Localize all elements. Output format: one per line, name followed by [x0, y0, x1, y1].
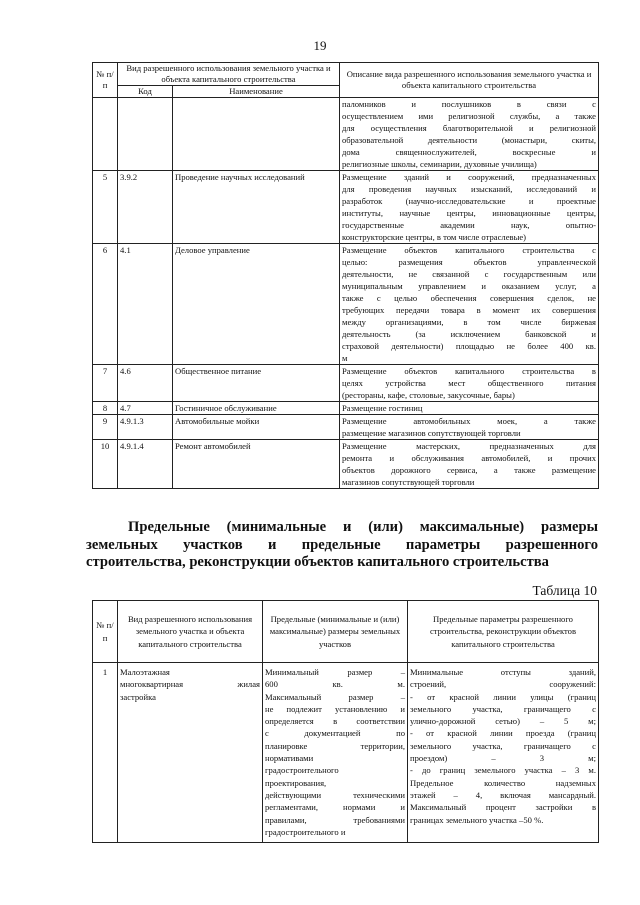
text-line: для проведения научных изысканий, исследований и — [342, 184, 596, 194]
text-line: Размещение мастерских, предназначенных для — [342, 441, 596, 451]
cell-code: 4.9.1.4 — [118, 440, 173, 489]
text-line: Минимальный размер – — [265, 667, 405, 677]
text-line: страховой деятельности) площадью не более 400 кв. — [342, 341, 596, 351]
header-num: № п/п — [93, 63, 118, 98]
text-line: дома священнослужителей, воскресные и — [342, 147, 596, 157]
cell-name: Проведение научных исследований — [173, 171, 340, 244]
text-line: Предельное количество надземных — [410, 777, 596, 788]
text-line: м — [342, 353, 348, 363]
text-line: нормативами — [265, 753, 314, 764]
text-line: многоквартирная жилая — [120, 679, 260, 690]
text-line: (рестораны, кафе, столовые, закусочные, бары) — [342, 390, 515, 400]
text-line: также с целью обеспечения совершения сделок, не — [342, 293, 596, 303]
empty-cell — [173, 98, 340, 171]
cell-num: 5 — [93, 171, 118, 244]
text-line: Размещение объектов капитального строительства с — [342, 245, 596, 255]
heading-line-1: Предельные (минимальные и (или) максимальные) размеры — [128, 519, 598, 535]
cell-num: 8 — [93, 402, 118, 415]
table-row — [93, 98, 599, 171]
table-row — [93, 402, 599, 415]
cell-description — [340, 244, 599, 365]
cell-description — [340, 365, 599, 402]
text-line: муниципальным управлением и оказанием услуг, а — [342, 281, 596, 291]
text-line: размещение магазинов сопутствующей торговли — [342, 428, 521, 438]
cell-description — [340, 440, 599, 489]
header-desc: Описание вида разрешенного использования земельного участка и объекта капитального строительства — [340, 63, 599, 98]
header-params: Предельные параметры разрешенного строительства, реконструкции объектов капитального строительства — [408, 601, 599, 663]
text-line: объектов дорожного сервиса, а также размещение — [342, 465, 596, 475]
text-line: для осуществления благотворительной и религиозной — [342, 123, 596, 133]
header-vid: Вид разрешенного использования земельного участка и объекта капитального строительства — [118, 601, 263, 663]
text-line: требующих передачи товара в момент их совершения — [342, 305, 596, 315]
text-line: Минимальные отступы зданий, — [410, 667, 596, 677]
text-line: проектирования, — [265, 777, 327, 788]
text-line: проездом) – 3 м; — [410, 753, 596, 764]
cell-code: 4.1 — [118, 244, 173, 365]
cell-code: 4.6 — [118, 365, 173, 402]
cell-sizes — [263, 663, 408, 843]
text-line: с документацией по — [265, 728, 405, 739]
header-code: Код — [118, 86, 173, 98]
text-line: регламентами, нормами и — [265, 802, 405, 813]
text-line: государственные академии наук, опытно- — [342, 220, 596, 230]
cell-num: 1 — [93, 663, 118, 843]
text-line: целях устройства мест общественного питания — [342, 378, 596, 388]
text-line: градостроительного — [265, 765, 339, 776]
table-row — [93, 171, 599, 244]
text-line: земельного участка, граничащего с — [410, 740, 596, 751]
text-line: деятельность (за исключением банковской и — [342, 329, 596, 339]
text-line: Размещение зданий и сооружений, предназначенных — [342, 172, 596, 182]
heading-line-2: земельных участков и предельные параметры разрешенного — [86, 536, 598, 553]
table-row — [93, 415, 599, 440]
empty-cell — [118, 98, 173, 171]
header-sizes: Предельные (минимальные и (или) максимальные) размеры земельных участков — [263, 601, 408, 663]
text-line: Максимальный размер – — [265, 691, 405, 702]
header-vid: Вид разрешенного использования земельного участка и объекта капитального строительства — [118, 63, 340, 86]
text-line: институты, научные центры, инновационные центры, — [342, 208, 596, 218]
limit-parameters-table — [92, 600, 599, 843]
text-line: между организациями, в том числе биржевая — [342, 317, 596, 327]
section-heading — [86, 519, 598, 572]
text-line: Размещение автомобильных моек, а также — [342, 416, 596, 426]
text-line: определяется в соответствии — [265, 716, 405, 727]
text-line: осуществлением ими религиозной службы, а также — [342, 111, 596, 121]
text-line: паломников и послушников в связи с — [342, 99, 596, 109]
cell-num: 6 — [93, 244, 118, 365]
cell-code: 3.9.2 — [118, 171, 173, 244]
cell-num: 9 — [93, 415, 118, 440]
heading-line-3: строительства, реконструкции объектов капитального строительства — [86, 554, 549, 570]
cell-num: 10 — [93, 440, 118, 489]
text-line: деятельности, не связанной с государственным или — [342, 269, 596, 279]
page-number: 19 — [313, 38, 327, 53]
cell-name: Гостиничное обслуживание — [173, 402, 340, 415]
text-line: Размещение объектов капитального строительства в — [342, 366, 596, 376]
text-line: Размещение гостиниц — [342, 403, 423, 413]
cell-name: Автомобильные мойки — [173, 415, 340, 440]
text-line: - от красной линии проезда (границ — [410, 728, 596, 739]
cell-name: Деловое управление — [173, 244, 340, 365]
cell-code: 4.9.1.3 — [118, 415, 173, 440]
text-line: застройка — [120, 691, 156, 702]
text-line: - от красной линии улицы (границ — [410, 691, 596, 702]
table-row — [93, 365, 599, 402]
cell-name: Ремонт автомобилей — [173, 440, 340, 489]
table-row — [93, 440, 599, 489]
text-line: разработок (научно-исследовательские и проектные — [342, 196, 596, 206]
table-caption: Таблица 10 — [532, 583, 597, 598]
text-line: планировке территории, — [265, 740, 405, 751]
text-line: границах земельного участка –50 %. — [410, 814, 544, 825]
text-line: Малоэтажная — [120, 667, 170, 677]
cell-code: 4.7 — [118, 402, 173, 415]
text-line: действующими техническими — [265, 789, 405, 800]
table-row — [93, 663, 599, 843]
text-line: не подлежит установлению и — [265, 703, 405, 714]
text-line: улично-дорожной сетью) – 5 м; — [410, 716, 596, 727]
header-num: № п/п — [93, 601, 118, 663]
cell-description — [340, 402, 599, 415]
text-line: - до границ земельного участка – 3 м. — [410, 765, 596, 776]
cell-name: Общественное питание — [173, 365, 340, 402]
cell-num: 7 — [93, 365, 118, 402]
text-line: этажей – 4, включая мансардный. — [410, 789, 596, 800]
cell-description — [340, 171, 599, 244]
cell-params — [408, 663, 599, 843]
table-row — [93, 244, 599, 365]
text-line: земельного участка, граничащего с — [410, 703, 596, 714]
text-line: строений, сооружений: — [410, 679, 596, 690]
empty-cell — [93, 98, 118, 171]
header-name: Наименование — [173, 86, 340, 98]
land-use-table — [92, 62, 599, 489]
text-line: градостроительного и — [265, 826, 346, 837]
text-line: целью: размещения объектов управленческой — [342, 257, 596, 267]
cell-vid — [118, 663, 263, 843]
text-line: правилами, требованиями — [265, 814, 405, 825]
text-line: конструкторские центры, в том числе отраслевые) — [342, 232, 527, 242]
cell-description — [340, 98, 599, 171]
text-line: ремонта и обслуживания автомобилей, и прочих — [342, 453, 596, 463]
cell-description — [340, 415, 599, 440]
text-line: Максимальный процент застройки в — [410, 802, 596, 813]
text-line: 600 кв. м. — [265, 679, 405, 690]
text-line: образовательной деятельности (монастыри, скиты, — [342, 135, 596, 145]
text-line: магазинов сопутствующей торговли — [342, 477, 475, 487]
text-line: религиозные школы, семинарии, духовные училища) — [342, 159, 537, 169]
